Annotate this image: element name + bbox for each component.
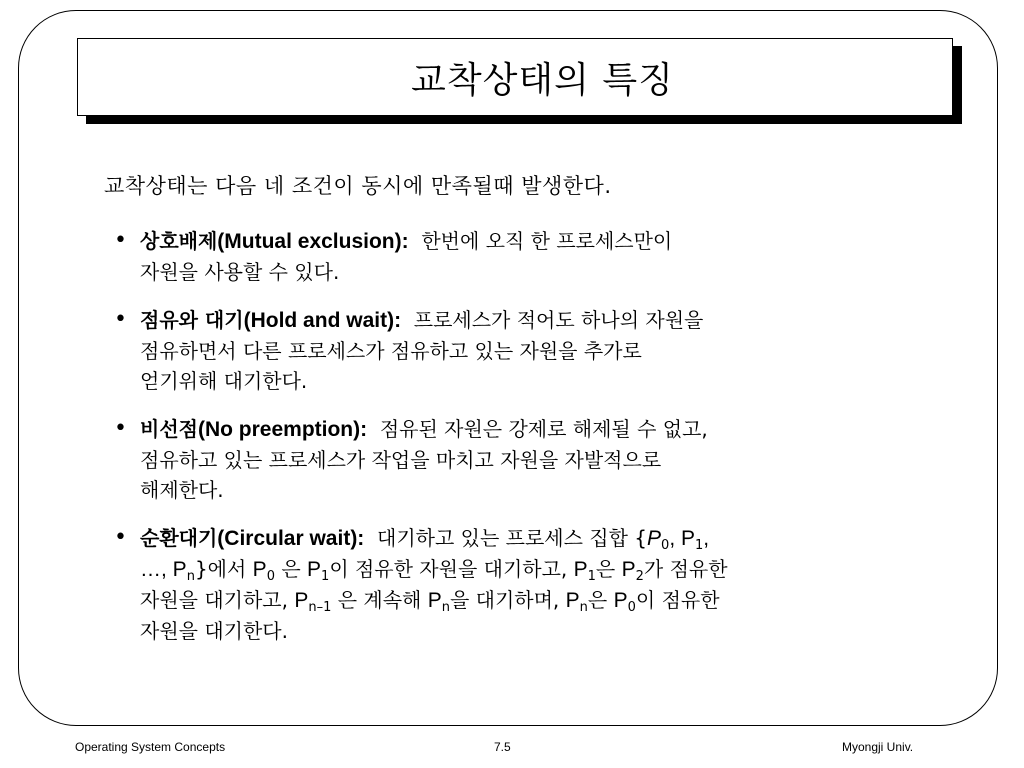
term-english: (Circular wait): <box>217 527 365 550</box>
term-korean: 점유와 대기 <box>140 308 244 332</box>
condition-no-preemption <box>110 414 900 505</box>
term-english: (Hold and wait): <box>243 309 402 332</box>
bullet-icon: • <box>114 416 127 441</box>
desc-line: 프로세스가 적어도 하나의 자원을 <box>413 308 704 332</box>
desc-line: 해제한다. <box>140 478 224 502</box>
bullet-icon: • <box>114 525 127 550</box>
desc-line: 한번에 오직 한 프로세스만이 <box>421 229 673 253</box>
footer-course: Operating System Concepts <box>75 740 226 754</box>
desc-line: 자원을 사용할 수 있다. <box>140 260 340 284</box>
desc-line: 점유된 자원은 강제로 해제될 수 없고, <box>379 417 708 441</box>
footer-university: Myongji Univ. <box>842 740 914 754</box>
desc-line: 점유하고 있는 프로세스가 작업을 마치고 자원을 자발적으로 <box>140 448 662 472</box>
slide-title: 교착상태의 특징 <box>411 59 674 101</box>
desc-line: 점유하면서 다른 프로세스가 점유하고 있는 자원을 추가로 <box>140 339 642 363</box>
desc-line: 얻기위해 대기한다. <box>140 369 308 393</box>
term-korean: 비선점 <box>140 417 198 441</box>
intro-text: 교착상태는 다음 네 조건이 동시에 만족될때 발생한다. <box>104 174 612 198</box>
term-english: (Mutual exclusion): <box>217 230 409 253</box>
condition-circular-wait: • 순환대기(Circular wait): 대기하고 있는 프로세스 집합 {$P_0$, $P_1$, …, $P_n$}에서 $P_0$ 은 $P_1$이 점유한 자원을 대기하고, $P_1$은 $P_2$가 점유한 자원을 대기하고, $P_{n-1}$ 은 계속해 $P_n$을 대기하며, $P_n$은 $P_0$이 점유한 자원을 대기한다. <box>114 525 728 643</box>
term-english: (No preemption): <box>197 418 368 441</box>
condition-hold-and-wait <box>110 305 900 396</box>
condition-list <box>110 226 900 664</box>
desc-text: 대기하고 있는 프로세스 집합 { <box>377 526 648 550</box>
bullet-icon: • <box>114 307 127 332</box>
condition-mutual-exclusion <box>110 226 900 287</box>
footer-page-number: 7.5 <box>494 740 511 754</box>
bullet-icon: • <box>114 228 127 253</box>
term-korean: 순환대기 <box>140 526 218 550</box>
title-box <box>77 38 953 116</box>
term-korean: 상호배제 <box>140 229 218 253</box>
